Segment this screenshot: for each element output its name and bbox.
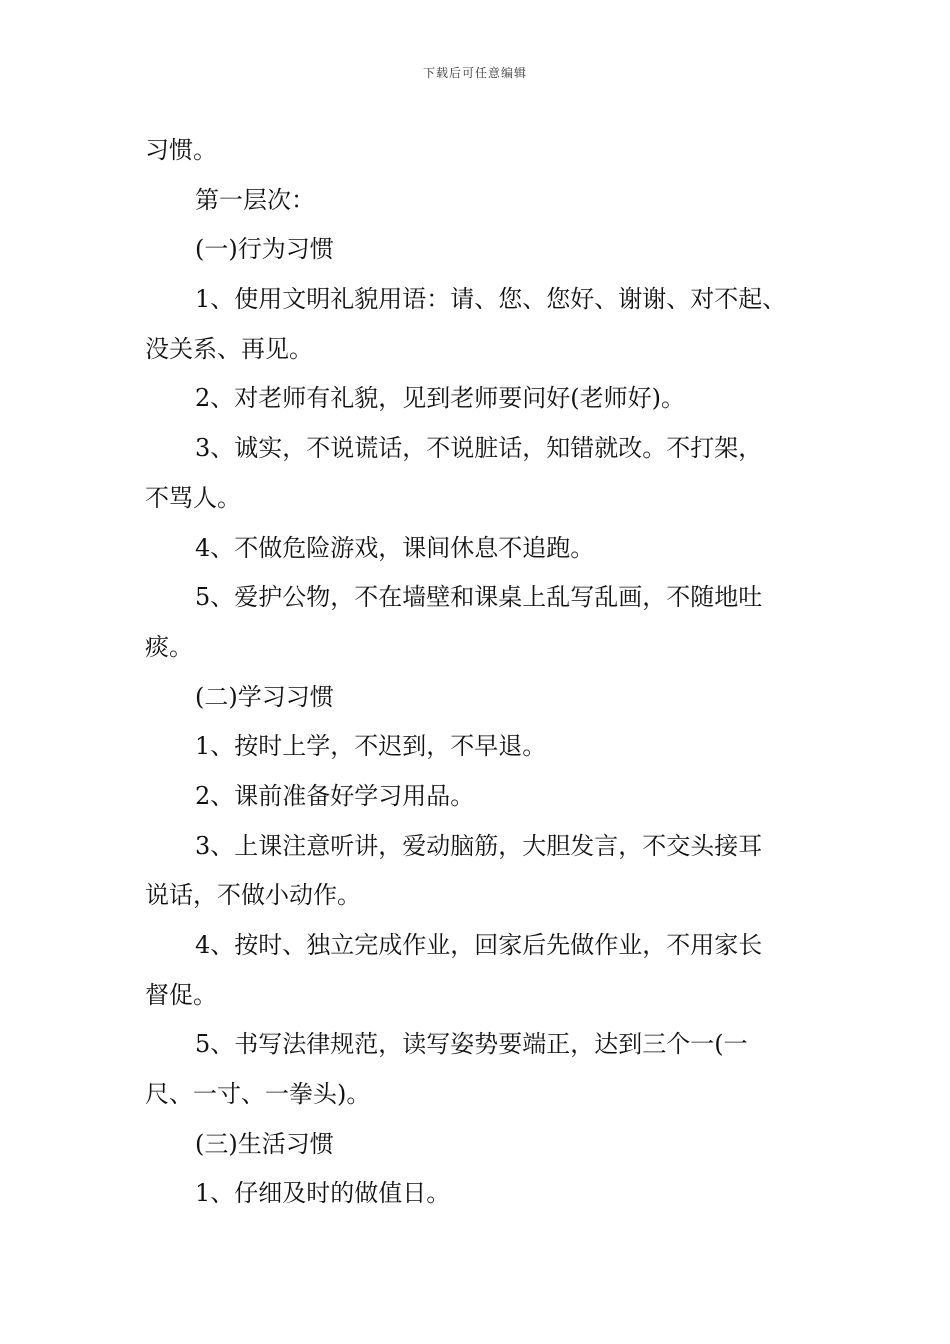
text-line: 不骂人。	[145, 483, 241, 512]
text-line: 第一层次：	[195, 185, 315, 214]
text-line: 5、爱护公物，不在墙壁和课桌上乱写乱画，不随地吐	[195, 583, 763, 612]
section-heading: (一)行为习惯	[195, 235, 334, 264]
text-line: 2、对老师有礼貌，见到老师要问好(老师好)。	[195, 384, 685, 413]
text-line: 痰。	[145, 632, 193, 661]
text-line: 3、上课注意听讲，爱动脑筋，大胆发言，不交头接耳	[195, 831, 763, 860]
text-line: 5、书写法律规范，读写姿势要端正，达到三个一(一	[195, 1030, 748, 1059]
text-line: 2、课前准备好学习用品。	[195, 781, 475, 810]
text-line: 习惯。	[145, 136, 217, 164]
text-line: 3、诚实，不说谎话，不说脏话，知错就改。不打架，	[195, 434, 763, 463]
text-line: 督促。	[145, 980, 217, 1009]
section-heading: (二)学习习惯	[195, 682, 334, 711]
text-line: 没关系、再见。	[145, 334, 313, 363]
text-line: 说话，不做小动作。	[145, 881, 361, 910]
document-body	[145, 126, 835, 1219]
text-line: 1、使用文明礼貌用语：请、您、您好、谢谢、对不起、	[195, 285, 787, 314]
text-line: 4、按时、独立完成作业，回家后先做作业，不用家长	[195, 931, 763, 959]
text-line: 尺、一寸、一拳头)。	[145, 1080, 371, 1109]
page-header: 下载后可任意编辑	[422, 66, 527, 80]
section-heading: (三)生活习惯	[195, 1129, 334, 1158]
text-line: 1、仔细及时的做值日。	[195, 1179, 451, 1208]
text-line: 1、按时上学，不迟到，不早退。	[195, 732, 547, 761]
text-line: 4、不做危险游戏，课间休息不追跑。	[195, 533, 595, 562]
